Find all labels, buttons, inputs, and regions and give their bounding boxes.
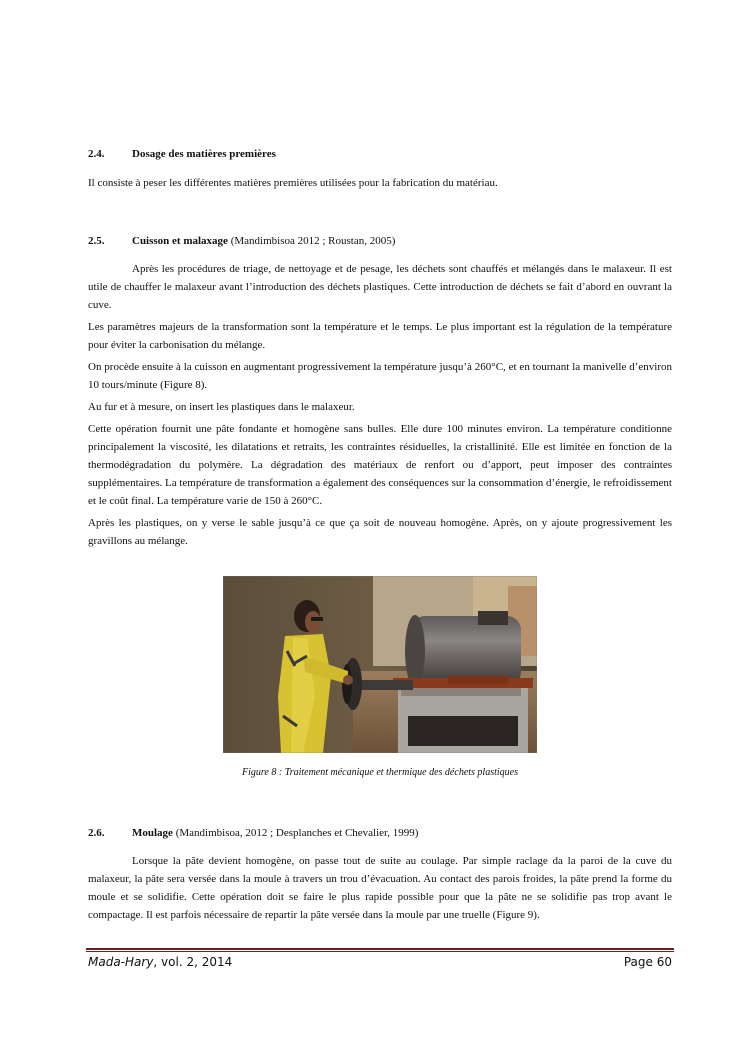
- paragraph: Lorsque la pâte devient homogène, on passe tout de suite au coulage. Par simple raclage da la paroi de la cuve du malaxeur, la pâte sera versée dans la moule à travers un trou d’évacuation. Au contact des parois froides, la pâte prend la forme du moule et se solidifie. Cette opération doit se faire le plus rapide possible pour que la pâte ne se solidifie pas trop avant le compactage. Il est parfois nécessaire de repartir la pâte versée dans la moule par une truelle (Figure 9).: [88, 855, 672, 921]
- section-heading-2-6: [88, 825, 672, 841]
- section-title: Moulage: [132, 827, 173, 839]
- paragraph: On procède ensuite à la cuisson en augmentant progressivement la température jusqu’à 260°C, et en tournant la manivelle d’environ 10 tours/minute (Figure 8).: [88, 361, 672, 391]
- paragraph: Après les procédures de triage, de nettoyage et de pesage, les déchets sont chauffés et mélangés dans le malaxeur. Il est utile de chauffer le malaxeur avant l’introduction des déchets plastiques. Cette introduction de déchets se fait d’abord en ouvrant la cuve.: [88, 263, 672, 311]
- section-number: 2.6.: [88, 827, 105, 839]
- paragraph: Après les plastiques, on y verse le sable jusqu’à ce que ça soit de nouveau homogène. Après, on y ajoute progressivement les gravillons au mélange.: [88, 517, 672, 547]
- paragraph: Il consiste à peser les différentes matières premières utilisées pour la fabrication du matériau.: [88, 177, 498, 189]
- footer-rule-thin: [86, 951, 674, 952]
- section-body-2-5: [88, 260, 672, 550]
- section-heading-2-4: [88, 146, 672, 162]
- footer-journal: [88, 955, 232, 969]
- figure-caption: Figure 8 : Traitement mécanique et thermique des déchets plastiques: [242, 767, 518, 778]
- page-number: Page 60: [623, 955, 672, 969]
- figure-8-photo: [223, 576, 537, 753]
- paragraph: Au fur et à mesure, on insert les plastiques dans le malaxeur.: [88, 401, 355, 413]
- section-number: 2.4.: [88, 148, 105, 160]
- journal-name: Mada-Hary: [88, 955, 154, 969]
- section-number: 2.5.: [88, 235, 105, 247]
- paragraph: Les paramètres majeurs de la transformation sont la température et le temps. Le plus important est la régulation de la température pour éviter la carbonisation du mélange.: [88, 321, 672, 351]
- section-heading-2-5: [88, 233, 672, 249]
- section-title: Dosage des matières premières: [132, 148, 276, 160]
- footer-rule: [86, 948, 674, 950]
- section-body-2-6: [88, 852, 672, 924]
- section-body-2-4: [88, 174, 672, 192]
- section-citation: (Mandimbisoa 2012 ; Roustan, 2005): [227, 235, 396, 247]
- section-title: Cuisson et malaxage: [132, 235, 228, 247]
- journal-volume: , vol. 2, 2014: [153, 955, 233, 969]
- section-citation: (Mandimbisoa, 2012 ; Desplanches et Chevalier, 1999): [172, 827, 419, 839]
- paragraph: Cette opération fournit une pâte fondante et homogène sans bulles. Elle dure 100 minutes environ. La température conditionne principalement la viscosité, les dilatations et retraits, les contraintes résiduelles, la cristallinité. Elle est limitée en fonction de la thermodégradation du polymère. La dégradation des matériaux de renfort ou d’apport, peut imposer des contraintes supplémentaires. La température de transformation a également des conséquences sur la consommation d’énergie, le refroidissement et le coût final. La température varie de 150 à 260°C.: [88, 423, 672, 507]
